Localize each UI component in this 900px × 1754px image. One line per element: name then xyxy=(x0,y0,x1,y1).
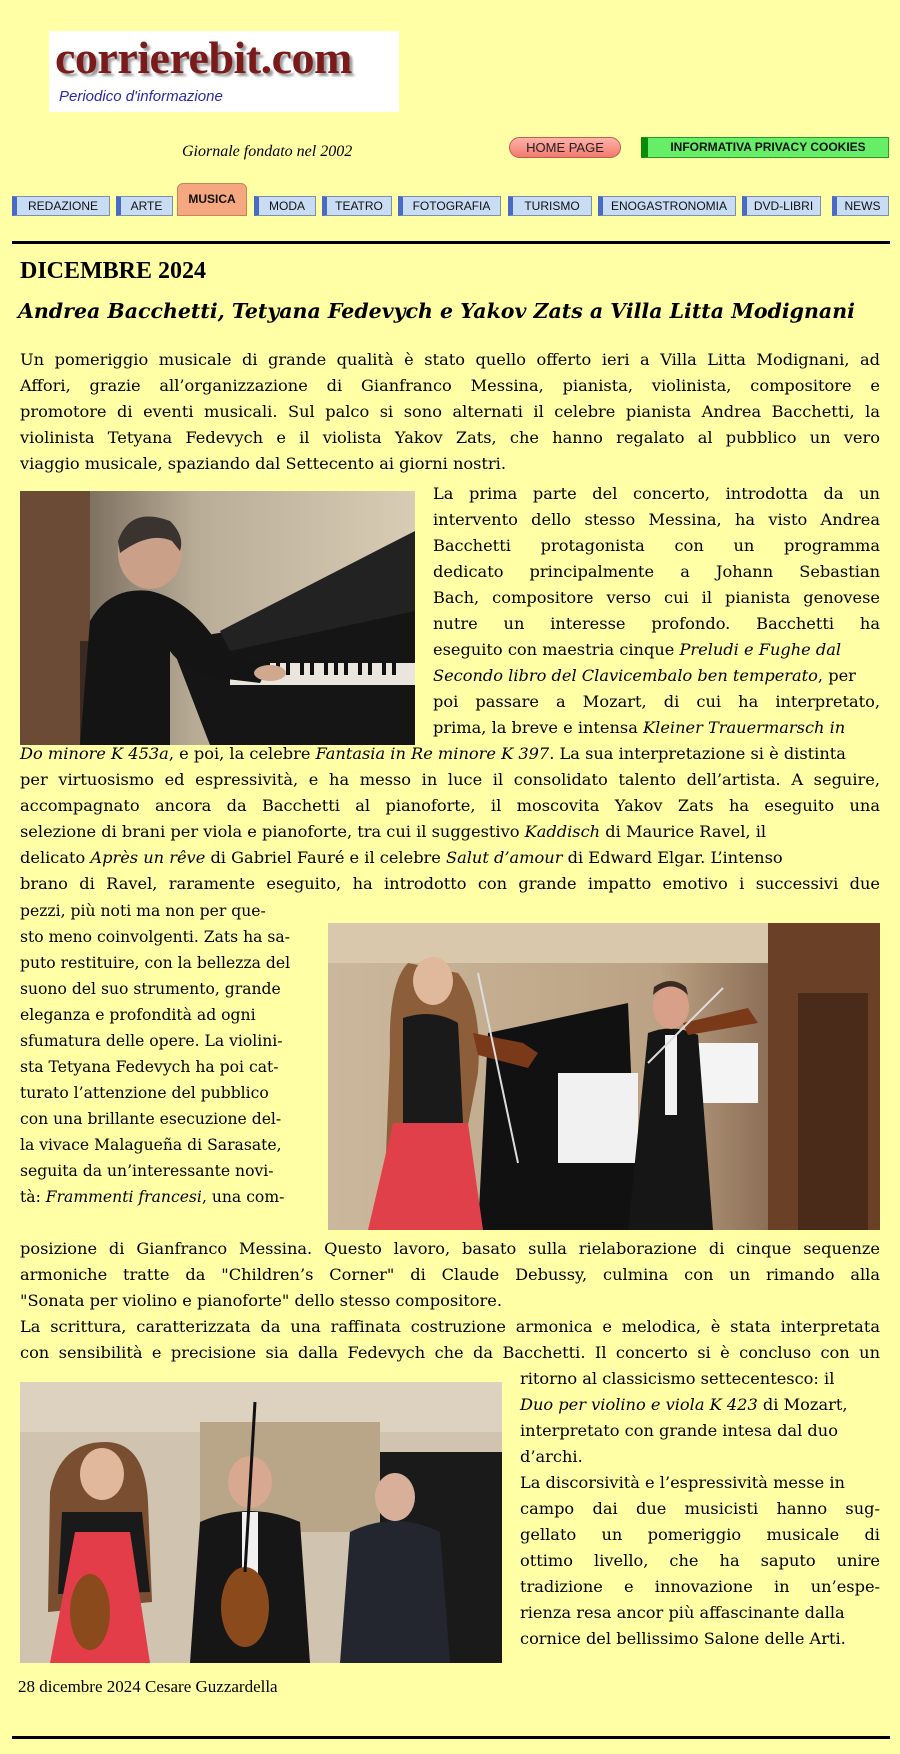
text-line: La discorsività e l’espressività messe in xyxy=(520,1473,845,1492)
nav-tab-moda[interactable]: MODA xyxy=(254,196,316,216)
text-line: ritorno al classicismo settecentesco: il xyxy=(520,1369,835,1388)
text-line: suono del suo strumento, grande xyxy=(20,980,281,998)
nav-tab-fotografia[interactable]: FOTOGRAFIA xyxy=(398,196,501,216)
concert-photo xyxy=(328,923,880,1230)
date-heading: DICEMBRE 2024 xyxy=(20,258,207,284)
text-line: sfumatura delle opere. La violini- xyxy=(20,1032,283,1050)
founded-note: Giornale fondato nel 2002 xyxy=(182,143,353,160)
text-line: cornice del bellissimo Salone delle Arti. xyxy=(520,1629,846,1648)
text-line: con una brillante esecuzione del- xyxy=(20,1110,282,1128)
trio-photo xyxy=(20,1382,502,1663)
text-line: prima, la breve e intensa Kleiner Trauermarsch in xyxy=(433,718,846,737)
text-line: La scrittura, caratterizzata da una raffinata costruzione armonica e melodica, è stata interpretata xyxy=(20,1317,880,1336)
text-line: tà: Frammenti francesi, una com- xyxy=(20,1188,285,1206)
text-line: puto restituire, con la bellezza del xyxy=(20,954,291,972)
text-line: Bacchetti protagonista con un programma xyxy=(433,536,880,555)
text-line: pezzi, più noti ma non per que- xyxy=(20,902,266,920)
nav-tab-turismo[interactable]: TURISMO xyxy=(508,196,592,216)
text-line: Do minore K 453a, e poi, la celebre Fantasia in Re minore K 397. La sua interpretazione si è distinta xyxy=(20,744,846,763)
text-line: delicato Après un rêve di Gabriel Fauré e il celebre Salut d’amour di Edward Elgar. L’intenso xyxy=(20,848,783,867)
text-line: selezione di brani per viola e pianoforte, tra cui il suggestivo Kaddisch di Maurice Ravel, il xyxy=(20,822,767,841)
nav-tab-dvd-libri[interactable]: DVD-LIBRI xyxy=(742,196,821,216)
text-line: interpretato con grande intesa dal duo xyxy=(520,1421,838,1440)
nav-tab-teatro[interactable]: TEATRO xyxy=(322,196,392,216)
top-rule xyxy=(12,241,890,244)
text-line: la vivace Malagueña di Sarasate, xyxy=(20,1136,282,1154)
text-line: Bach, compositore verso cui il pianista genovese xyxy=(433,588,880,607)
article-title: Andrea Bacchetti, Tetyana Fedevych e Yakov Zats a Villa Litta Modignani xyxy=(18,299,855,323)
article-signature: 28 dicembre 2024 Cesare Guzzardella xyxy=(18,1677,278,1696)
text-line: armoniche tratte da "Children’s Corner" di Claude Debussy, culmina con un rimando alla xyxy=(20,1265,880,1284)
text-line: ottimo livello, che ha saputo unire xyxy=(520,1551,880,1570)
text-line: gellato un pomeriggio musicale di xyxy=(520,1525,880,1544)
nav-tab-arte[interactable]: ARTE xyxy=(116,196,173,216)
text-line: per virtuosismo ed espressività, e ha messo in luce il consolidato talento dell’artista. A seguire, xyxy=(20,770,880,789)
site-logo[interactable] xyxy=(49,31,399,112)
text-line: eseguito con maestria cinque Preludi e Fughe dal xyxy=(433,640,842,659)
text-line: La prima parte del concerto, introdotta da un xyxy=(433,484,880,503)
text-line: turato l’attenzione del pubblico xyxy=(20,1084,269,1102)
text-line: campo dai due musicisti hanno sug- xyxy=(520,1499,880,1518)
logo-subtitle: Periodico d'informazione xyxy=(59,88,223,105)
text-line: dedicato principalmente a Johann Sebastian xyxy=(433,562,880,581)
text-line: Un pomeriggio musicale di grande qualità è stato quello offerto ieri a Villa Litta Modignani, ad xyxy=(20,350,880,369)
text-line: Secondo libro del Clavicembalo ben temperato, per xyxy=(433,666,856,685)
text-line: sta Tetyana Fedevych ha poi cat- xyxy=(20,1058,279,1076)
nav-tab-musica[interactable]: MUSICA xyxy=(177,183,247,216)
text-line: intervento dello stesso Messina, ha visto Andrea xyxy=(433,510,880,529)
text-line: sto meno coinvolgenti. Zats ha sa- xyxy=(20,928,290,946)
logo-title: corrierebit.com xyxy=(55,32,352,83)
text-line: tradizione e innovazione in un’espe- xyxy=(520,1577,880,1596)
text-line: "Sonata per violino e pianoforte" dello stesso compositore. xyxy=(20,1291,503,1310)
text-line: promotore di eventi musicali. Sul palco si sono alternati il celebre pianista Andrea Bacchetti, la xyxy=(20,402,880,421)
nav-tab-enogastronomia[interactable]: ENOGASTRONOMIA xyxy=(598,196,736,216)
text-line: con sensibilità e precisione sia dalla Fedevych che da Bacchetti. Il concerto si è concluso con un xyxy=(20,1343,880,1362)
text-line: poi passare a Mozart, di cui ha interpretato, xyxy=(433,692,880,711)
text-line: Affori, grazie all’organizzazione di Gianfranco Messina, pianista, violinista, compositore e xyxy=(20,376,880,395)
text-line: rienza resa ancor più affascinante dalla xyxy=(520,1603,845,1622)
pianist-photo xyxy=(20,491,415,745)
text-line: d’archi. xyxy=(520,1447,583,1466)
privacy-cookies-button[interactable]: INFORMATIVA PRIVACY COOKIES xyxy=(641,137,889,158)
text-line: eleganza e profondità ad ogni xyxy=(20,1006,256,1024)
text-line: posizione di Gianfranco Messina. Questo lavoro, basato sulla rielaborazione di cinque sequenze xyxy=(20,1239,880,1258)
nav-tab-news[interactable]: NEWS xyxy=(832,196,889,216)
text-line: violinista Tetyana Fedevych e il violista Yakov Zats, che hanno regalato al pubblico un vero xyxy=(20,428,880,447)
text-line: seguita da un’interessante novi- xyxy=(20,1162,274,1180)
text-line: Duo per violino e viola K 423 di Mozart, xyxy=(520,1395,848,1414)
text-line: viaggio musicale, spaziando dal Settecento ai giorni nostri. xyxy=(20,454,506,473)
text-line: accompagnato ancora da Bacchetti al pianoforte, il moscovita Yakov Zats ha eseguito una xyxy=(20,796,880,815)
bottom-rule xyxy=(12,1736,890,1739)
text-line: nutre un interesse profondo. Bacchetti ha xyxy=(433,614,880,633)
nav-tab-redazione[interactable]: REDAZIONE xyxy=(12,196,110,216)
home-page-button[interactable]: HOME PAGE xyxy=(509,137,621,158)
text-line: brano di Ravel, raramente eseguito, ha introdotto con grande impatto emotivo i successivi due xyxy=(20,874,880,893)
